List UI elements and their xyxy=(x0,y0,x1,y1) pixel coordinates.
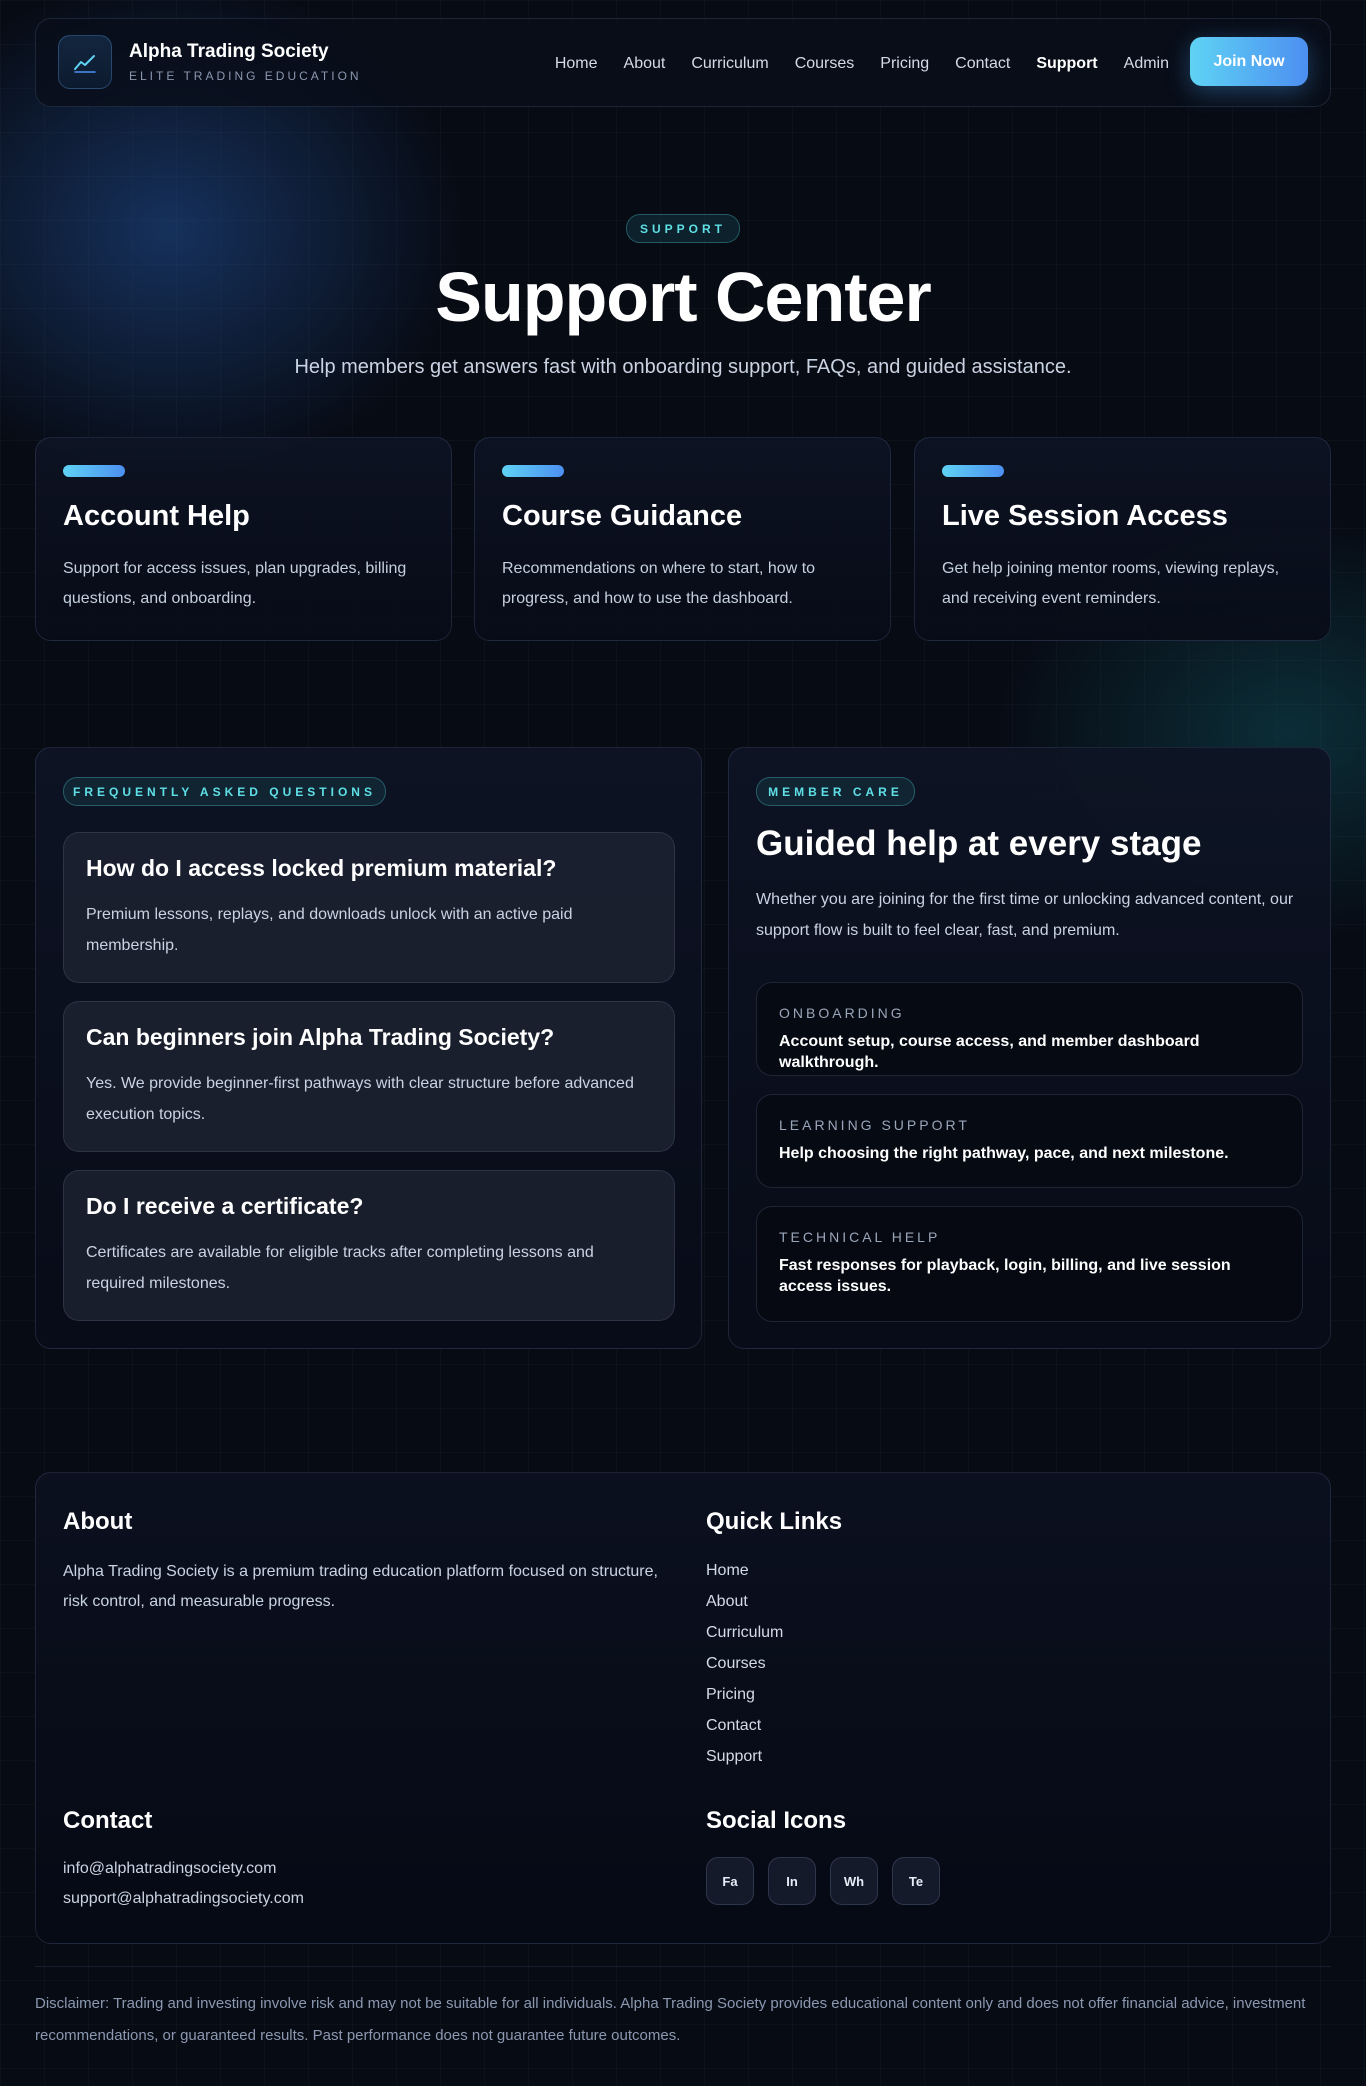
care-item-label: LEARNING SUPPORT xyxy=(779,1117,970,1133)
contact-email-info[interactable]: info@alphatradingsociety.com xyxy=(63,1860,277,1877)
card-description: Recommendations on where to start, how to progress, and how to use the dashboard. xyxy=(502,560,816,607)
card-live-session-access xyxy=(914,437,1331,641)
card-title: Live Session Access xyxy=(942,500,1228,532)
faq-answer: Premium lessons, replays, and downloads unlock with an active paid membership. xyxy=(86,906,573,954)
card-description: Get help joining mentor rooms, viewing replays, and receiving event reminders. xyxy=(942,560,1280,607)
whatsapp-icon[interactable]: Wh xyxy=(830,1857,878,1905)
footer-quick-links xyxy=(706,1555,783,1772)
footer-social-title: Social Icons xyxy=(706,1807,847,1834)
faq-question: How do I access locked premium material? xyxy=(86,855,557,881)
nav-link-pricing[interactable]: Pricing xyxy=(880,54,930,72)
member-care-badge: MEMBER CARE xyxy=(756,777,915,806)
faq-answer: Certificates are available for eligible tracks after completing lessons and required milestones. xyxy=(86,1244,594,1292)
accent-bar xyxy=(942,465,1004,477)
join-now-button[interactable]: Join Now xyxy=(1190,37,1308,86)
site-footer xyxy=(35,1472,1331,1944)
nav-links xyxy=(542,19,1182,108)
top-navbar xyxy=(35,18,1331,107)
care-item-text: Account setup, course access, and member dashboard walkthrough. xyxy=(779,1033,1200,1071)
footer-link-home[interactable]: Home xyxy=(706,1562,749,1579)
care-item-onboarding xyxy=(756,982,1303,1076)
card-account-help xyxy=(35,437,452,641)
member-care-description: Whether you are joining for the first time or unlocking advanced content, our support flow is built to feel clear, fast, and premium. xyxy=(756,891,1294,939)
disclaimer-text: Disclaimer: Trading and investing involve risk and may not be suitable for all individuals. Alpha Trading Society provides educational content only and does not offer financial advice, investment recommendations, or guaranteed results. Past performance does not guarantee future outcomes. xyxy=(35,1995,1306,2044)
faq-item[interactable] xyxy=(63,1001,675,1152)
faq-badge: FREQUENTLY ASKED QUESTIONS xyxy=(63,777,386,806)
card-course-guidance xyxy=(474,437,891,641)
card-description: Support for access issues, plan upgrades, billing questions, and onboarding. xyxy=(63,560,407,607)
facebook-icon[interactable]: Fa xyxy=(706,1857,754,1905)
care-item-technical-help xyxy=(756,1206,1303,1322)
linkedin-icon[interactable]: In xyxy=(768,1857,816,1905)
footer-divider xyxy=(35,1966,1331,1967)
nav-link-support[interactable]: Support xyxy=(1036,54,1098,72)
footer-link-courses[interactable]: Courses xyxy=(706,1655,766,1672)
page-subtitle: Help members get answers fast with onboarding support, FAQs, and guided assistance. xyxy=(294,356,1072,378)
accent-bar xyxy=(63,465,125,477)
faq-question: Do I receive a certificate? xyxy=(86,1193,364,1219)
care-item-label: ONBOARDING xyxy=(779,1005,905,1021)
faq-answer: Yes. We provide beginner-first pathways with clear structure before advanced execution topics. xyxy=(86,1075,634,1123)
footer-link-curriculum[interactable]: Curriculum xyxy=(706,1624,784,1641)
social-icons xyxy=(706,1857,940,1905)
footer-link-about[interactable]: About xyxy=(706,1593,748,1610)
nav-link-curriculum[interactable]: Curriculum xyxy=(691,54,769,72)
care-item-learning-support xyxy=(756,1094,1303,1188)
brand-name: Alpha Trading Society xyxy=(129,41,329,62)
chart-line-icon xyxy=(72,49,98,75)
nav-link-home[interactable]: Home xyxy=(554,54,598,72)
footer-link-support[interactable]: Support xyxy=(706,1748,763,1765)
brand-tagline: ELITE TRADING EDUCATION xyxy=(129,69,362,83)
nav-link-contact[interactable]: Contact xyxy=(955,54,1011,72)
care-item-text: Help choosing the right pathway, pace, and next milestone. xyxy=(779,1145,1229,1162)
brand-logo[interactable] xyxy=(58,35,112,89)
footer-contact-title: Contact xyxy=(63,1807,153,1834)
nav-link-about[interactable]: About xyxy=(623,54,666,72)
telegram-icon[interactable]: Te xyxy=(892,1857,940,1905)
faq-question: Can beginners join Alpha Trading Society? xyxy=(86,1024,555,1050)
support-badge: SUPPORT xyxy=(626,214,740,243)
footer-about-title: About xyxy=(63,1508,133,1535)
member-care-title: Guided help at every stage xyxy=(756,824,1202,863)
footer-quick-links-title: Quick Links xyxy=(706,1508,843,1535)
footer-about-text: Alpha Trading Society is a premium trading education platform focused on structure, risk control, and measurable progress. xyxy=(63,1563,658,1610)
nav-link-admin[interactable]: Admin xyxy=(1123,54,1169,72)
card-title: Course Guidance xyxy=(502,500,743,532)
page-title: Support Center xyxy=(435,258,931,336)
faq-item[interactable] xyxy=(63,832,675,983)
care-item-text: Fast responses for playback, login, billing, and live session access issues. xyxy=(779,1257,1231,1295)
accent-bar xyxy=(502,465,564,477)
member-care-panel xyxy=(728,747,1331,1349)
footer-link-pricing[interactable]: Pricing xyxy=(706,1686,755,1703)
nav-link-courses[interactable]: Courses xyxy=(794,54,855,72)
faq-panel xyxy=(35,747,702,1349)
faq-item[interactable] xyxy=(63,1170,675,1321)
care-item-label: TECHNICAL HELP xyxy=(779,1229,941,1245)
footer-link-contact[interactable]: Contact xyxy=(706,1717,762,1734)
card-title: Account Help xyxy=(63,500,250,532)
contact-email-support[interactable]: support@alphatradingsociety.com xyxy=(63,1890,304,1907)
